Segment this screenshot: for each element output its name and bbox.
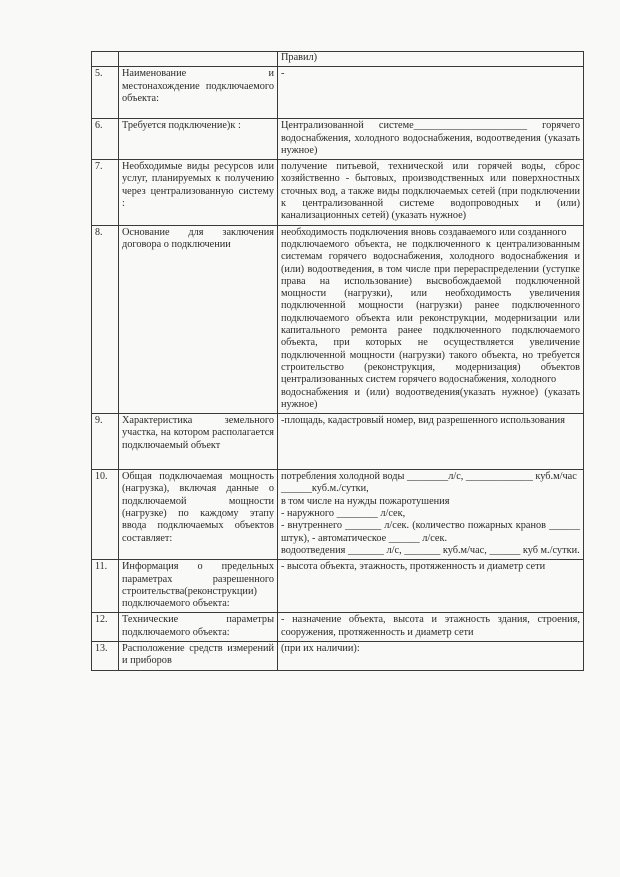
row-field-name: Технические параметры подключаемого объекта: [119, 613, 278, 642]
row-field-value: получение питьевой, технической или горячей воды, сброс хозяйственно - бытовых, производственных или поверхностных сточных вод, а также виды подключаемых сетей (при подключении к централизованной системе водопроводных и (или) канализационных сетей) (указать нужное) [278, 160, 584, 225]
table-row [92, 160, 584, 225]
row-field-name: Наименование и местонахождение подключаемого объекта: [119, 67, 278, 119]
table-row [92, 52, 584, 67]
row-number: 7. [92, 160, 119, 225]
row-field-value: Правил) [278, 52, 584, 67]
row-field-value: -площадь, кадастровый номер, вид разрешенного использования [278, 414, 584, 470]
connection-form-table [91, 51, 584, 671]
table-row [92, 225, 584, 413]
row-field-name [119, 52, 278, 67]
table-row [92, 613, 584, 642]
row-number: 8. [92, 225, 119, 413]
table-row [92, 414, 584, 470]
table-row [92, 119, 584, 160]
row-field-name: Общая подключаемая мощность (нагрузка), включая данные о подключаемой мощности (нагрузке) по каждому этапу ввода подключаемых объектов составляет: [119, 470, 278, 560]
row-field-name: Характеристика земельного участка, на котором располагается подключаемый объект [119, 414, 278, 470]
table-row [92, 641, 584, 670]
row-number: 5. [92, 67, 119, 119]
row-field-value: - высота объекта, этажность, протяженность и диаметр сети [278, 560, 584, 613]
row-number: 6. [92, 119, 119, 160]
row-number: 10. [92, 470, 119, 560]
row-number: 11. [92, 560, 119, 613]
row-field-value: (при их наличии): [278, 641, 584, 670]
row-field-value: потребления холодной воды ________л/с, _____________ куб.м/час ______куб.м./сутки, в том числе на нужды пожаротушения - наружного ________ л/сек, - внутреннего _______ л/сек. (количество пожарных кранов ______ штук), - автоматическое ______ л/сек. водоотведения _______ л/с, _______ куб.м/час, ______ куб м./сутки. [278, 470, 584, 560]
table-row [92, 560, 584, 613]
row-field-name: Необходимые виды ресурсов или услуг, планируемых к получению через централизованную систему : [119, 160, 278, 225]
row-number: 9. [92, 414, 119, 470]
table-row [92, 67, 584, 119]
row-field-value: - [278, 67, 584, 119]
row-field-value: Централизованной системе______________________ горячего водоснабжения, холодного водоснабжения, водоотведения (указать нужное) [278, 119, 584, 160]
row-number: 12. [92, 613, 119, 642]
row-field-name: Требуется подключение)к : [119, 119, 278, 160]
row-number [92, 52, 119, 67]
table-row [92, 470, 584, 560]
row-number: 13. [92, 641, 119, 670]
row-field-value: - назначение объекта, высота и этажность здания, строения, сооружения, протяженность и диаметр сети [278, 613, 584, 642]
row-field-name: Основание для заключения договора о подключении [119, 225, 278, 413]
row-field-name: Расположение средств измерений и приборов [119, 641, 278, 670]
row-field-value: необходимость подключения вновь создаваемого или созданного подключаемого объекта, не подключенного к централизованным системам горячего водоснабжения, холодного водоснабжения и (или) водоотведения, в том числе при перераспределении (уступке права на использование) высвобождаемой подключенной мощности (нагрузки), или необходимость увеличения подключенной мощности (нагрузки) ранее подключенного подключаемого объекта или реконструкции, модернизации или капитального ремонта ранее подключенного подключаемого объекта, при которых не осуществляется увеличение подключенной мощности (нагрузки) такого объекта, но требуется строительство (реконструкция, модернизация) объектов централизованных систем горячего водоснабжения, холодного водоснабжения и (или) водоотведения(указать нужное) (указать нужное) [278, 225, 584, 413]
row-field-name: Информация о предельных параметрах разрешенного строительства(реконструкции) подключаемого объекта: [119, 560, 278, 613]
